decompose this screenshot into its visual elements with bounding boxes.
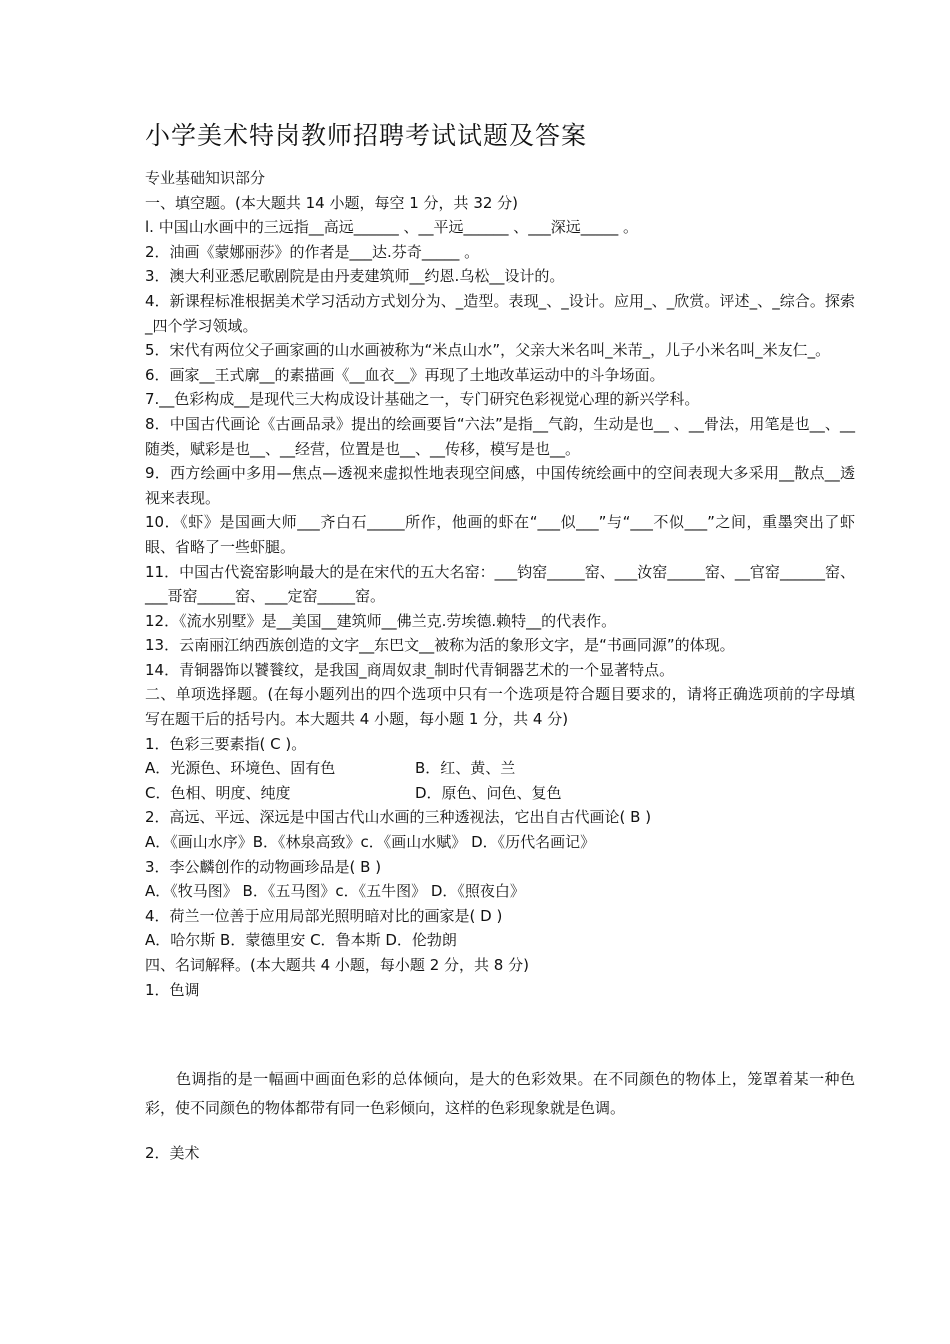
fill-question-1: l. 中国山水画中的三远指__高远______ 、__平远______ 、___深远_____ 。: [145, 218, 639, 237]
fill-question-7: 7.__色彩构成__是现代三大构成设计基础之一，专门研究色彩视觉心理的新兴学科。: [145, 390, 700, 409]
document-body: [145, 166, 855, 1002]
term-2-title: 2．美术: [145, 1144, 200, 1162]
fill-question-9: 9．西方绘画中多用—焦点—透视来虚拟性地表现空间感，中国传统绘画中的空间表现大多采用__散点__透视来表现。: [145, 464, 855, 507]
choice-4-options: A．哈尔斯 B．蒙德里安 C．鲁本斯 D．伦勃朗: [145, 931, 457, 950]
document-title: 小学美术特岗教师招聘考试试题及答案: [145, 121, 588, 150]
choice-question-3: 3．李公麟创作的动物画珍品是( B ): [145, 857, 382, 876]
fill-question-13: 13．云南丽江纳西族创造的文字__东巴文__被称为活的象形文字，是“书画同源”的体现。: [145, 636, 735, 655]
term-1-title: 1．色调: [145, 980, 200, 999]
choice-1-options-ab: [145, 756, 855, 781]
choice-2-options: A．《画山水序》B．《林泉高致》c．《画山水赋》 D．《历代名画记》: [145, 833, 596, 852]
choice-3-options: A．《牧马图》 B．《五马图》c．《五牛图》 D．《照夜白》: [145, 882, 525, 901]
fill-question-6: 6．画家__王式廓__的素描画《__血衣__》再现了土地改革运动中的斗争场面。: [145, 365, 665, 384]
choice-1-options-cd: [145, 781, 855, 806]
part1-heading: 一、填空题。(本大题共 14 小题，每空 1 分，共 32 分): [145, 193, 519, 212]
part4-heading: 四、名词解释。(本大题共 4 小题，每小题 2 分，共 8 分): [145, 956, 529, 974]
fill-question-14: 14．青铜器饰以饕餮纹，是我国_商周奴隶_制时代青铜器艺术的一个显著特点。: [145, 660, 675, 679]
choice-1-option-d: D．原色、问色、复色: [415, 783, 562, 802]
choice-question-2: 2．高远、平远、深远是中国古代山水画的三种透视法，它出自古代画论( B ): [145, 808, 652, 827]
choice-1-option-c: C．色相、明度、纯度: [145, 783, 291, 802]
choice-question-1: 1．色彩三要素指( C )。: [145, 734, 307, 753]
fill-question-4: 4．新课程标准根据美术学习活动方式划分为、_造型。表现_、_设计。应用_、_欣赏。评述_、_综合。探索_四个学习领域。: [145, 291, 855, 335]
choice-1-option-b: B．红、黄、兰: [415, 759, 516, 778]
term-1-answer: 色调指的是一幅画中画面色彩的总体倾向，是大的色彩效果。在不同颜色的物体上，笼罩着某一种色彩，使不同颜色的物体都带有同一色彩倾向，这样的色彩现象就是色调。: [145, 1070, 855, 1117]
choice-question-4: 4．荷兰一位善于应用局部光照明暗对比的画家是( D ): [145, 906, 503, 925]
fill-question-3: 3．澳大利亚悉尼歌剧院是由丹麦建筑师__约恩.乌松__设计的。: [145, 267, 565, 286]
fill-question-5: 5．宋代有两位父子画家画的山水画被称为“米点山水”，父亲大米名叫_米芾_，儿子小米名叫_米友仁_。: [145, 341, 831, 360]
fill-question-11: 11．中国古代瓷窑影响最大的是在宋代的五大名窑：___钧窑_____窑、___汝窑_____窑、__官窑______窑、___哥窑_____窑、___定窑_____窑。: [145, 562, 855, 606]
part2-heading: 二、单项选择题。(在每小题列出的四个选项中只有一个选项是符合题目要求的，请将正确选项前的字母填写在题干后的括号内。本大题共 4 小题，每小题 1 分，共 4 分): [145, 685, 855, 729]
fill-question-12: 12．《流水别墅》是__美国__建筑师__佛兰克.劳埃德.赖特__的代表作。: [145, 611, 617, 630]
choice-1-option-a: A．光源色、环境色、固有色: [145, 759, 336, 778]
fill-question-2: 2．油画《蒙娜丽莎》的作者是___达.芬奇_____ 。: [145, 242, 480, 261]
section-label: 专业基础知识部分: [145, 169, 266, 187]
fill-question-8: 8．中国古代画论《古画品录》提出的绘画要旨“六法”是指__气韵，生动是也__ 、__骨法，用笔是也__、__随类，赋彩是也__、__经营，位置是也__、__传移，模写是也__。: [145, 414, 855, 458]
fill-question-10: 10．《虾》是国画大师___齐白石_____所作，他画的虾在“___似___”与“___不似___”之间，重墨突出了虾眼、省略了一些虾腿。: [145, 513, 855, 556]
